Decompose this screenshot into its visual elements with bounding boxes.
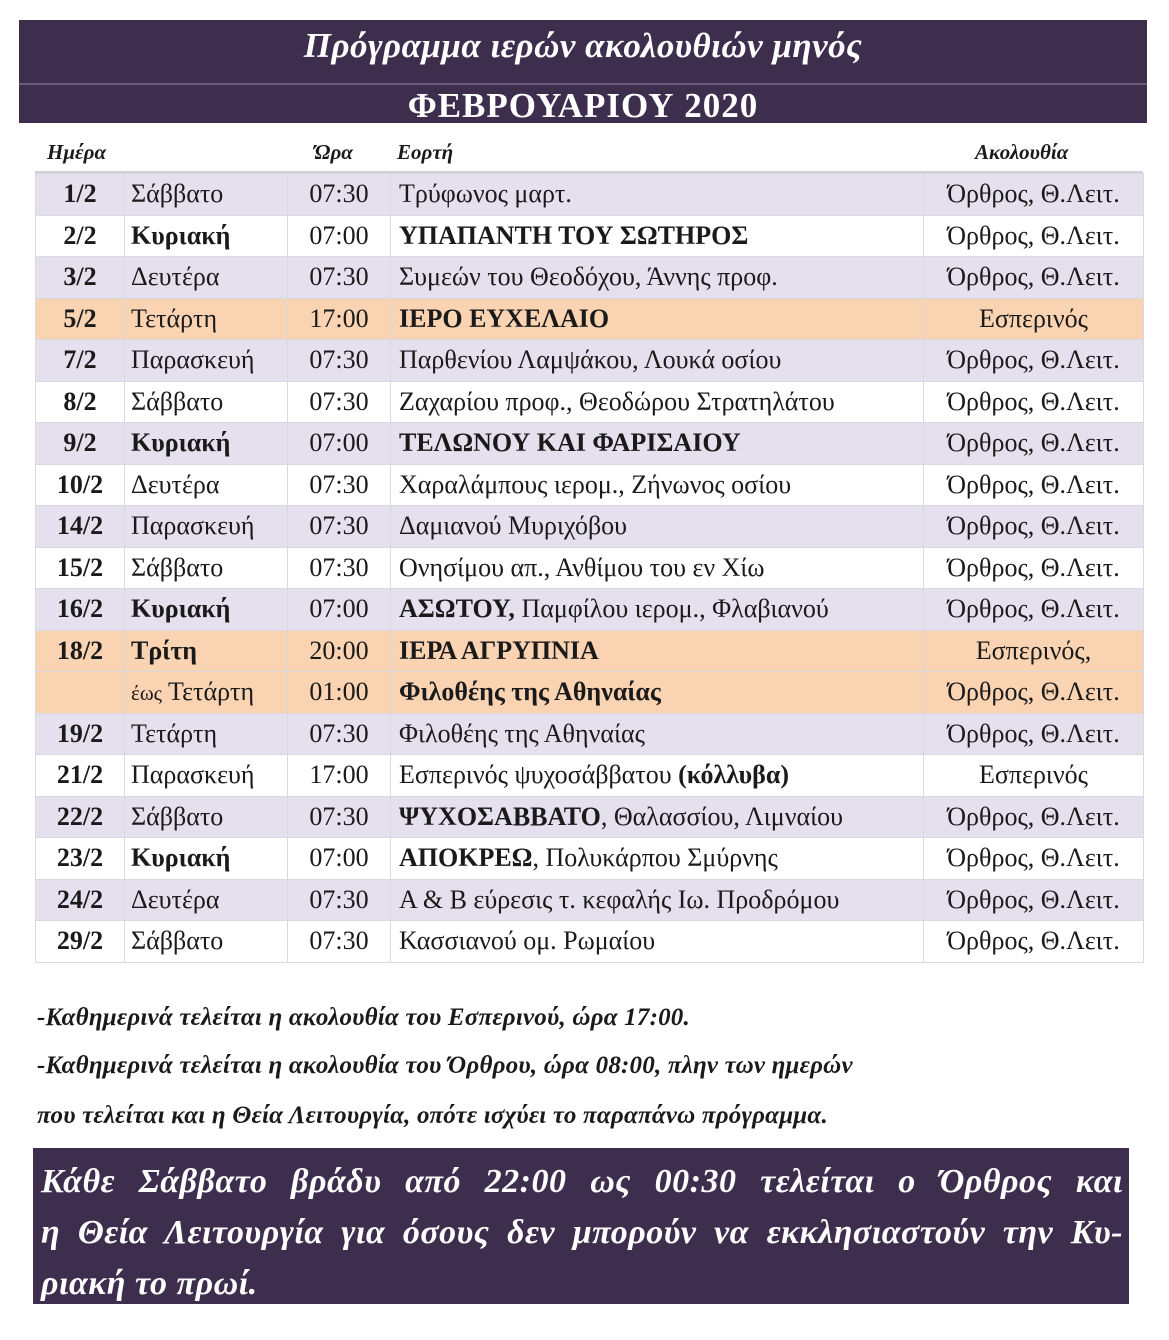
header-month: ΦΕΒΡΟΥΑΡΙΟΥ 2020 bbox=[407, 86, 759, 125]
feast-regular-part: Εσπερινός ψυχοσάββατου bbox=[399, 760, 679, 790]
row-day: Κυριακή bbox=[125, 589, 288, 631]
table-row bbox=[36, 506, 1144, 548]
row-day: Τετάρτη bbox=[125, 298, 288, 340]
column-header-time: Ώρα bbox=[314, 140, 353, 164]
row-service: Όρθρος, Θ.Λειτ. bbox=[924, 672, 1144, 714]
table-row bbox=[36, 672, 1144, 714]
notice-line: ριακή το πρωί. bbox=[41, 1265, 258, 1302]
row-day bbox=[125, 672, 288, 714]
saturday-night-notice bbox=[33, 1148, 1129, 1304]
table-row bbox=[36, 215, 1144, 257]
row-day: Σάββατο bbox=[125, 921, 288, 963]
row-service: Όρθρος, Θ.Λειτ. bbox=[924, 340, 1144, 382]
row-day: Σάββατο bbox=[125, 796, 288, 838]
row-service: Όρθρος, Θ.Λειτ. bbox=[924, 589, 1144, 631]
row-feast bbox=[391, 589, 924, 631]
row-service: Όρθρος, Θ.Λειτ. bbox=[924, 838, 1144, 880]
row-date: 19/2 bbox=[36, 713, 125, 755]
row-service: Όρθρος, Θ.Λειτ. bbox=[924, 713, 1144, 755]
row-date: 23/2 bbox=[36, 838, 125, 880]
table-row bbox=[36, 630, 1144, 672]
row-feast: Παρθενίου Λαμψάκου, Λουκά οσίου bbox=[391, 340, 924, 382]
column-header-service: Ακολουθία bbox=[975, 140, 1069, 164]
day-prefix: έως bbox=[131, 681, 162, 706]
row-date: 22/2 bbox=[36, 796, 125, 838]
row-time: 07:00 bbox=[288, 423, 391, 465]
notice-line: Κάθε Σάββατο βράδυ από 22:00 ως 00:30 τελείται ο Όρθρος και bbox=[41, 1163, 1123, 1200]
row-date: 24/2 bbox=[36, 879, 125, 921]
feast-bold-part: ΨΥΧΟΣΑΒΒΑΤΟ bbox=[399, 801, 601, 831]
table-row bbox=[36, 838, 1144, 880]
feast-regular-part: , Πολυκάρπου Σμύρνης bbox=[532, 843, 778, 873]
table-row bbox=[36, 755, 1144, 797]
row-service: Όρθρος, Θ.Λειτ. bbox=[924, 506, 1144, 548]
row-date: 10/2 bbox=[36, 464, 125, 506]
row-time: 07:30 bbox=[288, 340, 391, 382]
table-row bbox=[36, 921, 1144, 963]
row-feast: Δαμιανού Μυριχόβου bbox=[391, 506, 924, 548]
row-date: 16/2 bbox=[36, 589, 125, 631]
row-time: 07:30 bbox=[288, 381, 391, 423]
table-row bbox=[36, 257, 1144, 299]
header-title: Πρόγραμμα ιερών ακολουθιών μηνός bbox=[303, 26, 863, 65]
row-time: 07:30 bbox=[288, 174, 391, 216]
table-row bbox=[36, 713, 1144, 755]
row-feast: Κασσιανού ομ. Ρωμαίου bbox=[391, 921, 924, 963]
row-time: 07:30 bbox=[288, 796, 391, 838]
row-date: 5/2 bbox=[36, 298, 125, 340]
row-service: Όρθρος, Θ.Λειτ. bbox=[924, 257, 1144, 299]
row-time: 17:00 bbox=[288, 298, 391, 340]
row-day: Δευτέρα bbox=[125, 879, 288, 921]
table-row bbox=[36, 381, 1144, 423]
row-time: 07:00 bbox=[288, 215, 391, 257]
row-time: 07:30 bbox=[288, 547, 391, 589]
table-row bbox=[36, 589, 1144, 631]
row-feast: ΤΕΛΩΝΟΥ ΚΑΙ ΦΑΡΙΣΑΙΟΥ bbox=[391, 423, 924, 465]
table-row bbox=[36, 879, 1144, 921]
row-feast bbox=[391, 838, 924, 880]
row-feast: ΙΕΡΟ ΕΥΧΕΛΑΙΟ bbox=[391, 298, 924, 340]
row-day: Παρασκευή bbox=[125, 340, 288, 382]
row-day: Δευτέρα bbox=[125, 464, 288, 506]
row-day: Σάββατο bbox=[125, 381, 288, 423]
row-time: 01:00 bbox=[288, 672, 391, 714]
row-day: Δευτέρα bbox=[125, 257, 288, 299]
row-service: Εσπερινός bbox=[924, 755, 1144, 797]
row-day: Τρίτη bbox=[125, 630, 288, 672]
row-time: 07:30 bbox=[288, 713, 391, 755]
row-service: Εσπερινός bbox=[924, 298, 1144, 340]
column-header-feast: Εορτή bbox=[397, 140, 454, 164]
schedule-header bbox=[19, 20, 1147, 123]
row-feast: Συμεών του Θεοδόχου, Άννης προφ. bbox=[391, 257, 924, 299]
table-row bbox=[36, 547, 1144, 589]
row-time: 07:30 bbox=[288, 464, 391, 506]
table-row bbox=[36, 796, 1144, 838]
row-date: 29/2 bbox=[36, 921, 125, 963]
row-feast: Φιλοθέης της Αθηναίας bbox=[391, 713, 924, 755]
table-row bbox=[36, 340, 1144, 382]
feast-bold-part: ΑΣΩΤΟΥ, bbox=[399, 594, 515, 624]
row-date: 14/2 bbox=[36, 506, 125, 548]
row-day: Παρασκευή bbox=[125, 755, 288, 797]
row-service: Όρθρος, Θ.Λειτ. bbox=[924, 174, 1144, 216]
row-day: Παρασκευή bbox=[125, 506, 288, 548]
row-feast bbox=[391, 755, 924, 797]
row-date: 3/2 bbox=[36, 257, 125, 299]
row-date bbox=[36, 672, 125, 714]
row-date: 2/2 bbox=[36, 215, 125, 257]
row-date: 21/2 bbox=[36, 755, 125, 797]
feast-regular-part: , Θαλασσίου, Λιμναίου bbox=[600, 801, 843, 831]
row-time: 20:00 bbox=[288, 630, 391, 672]
row-service: Όρθρος, Θ.Λειτ. bbox=[924, 547, 1144, 589]
row-feast: Τρύφωνος μαρτ. bbox=[391, 174, 924, 216]
row-date: 18/2 bbox=[36, 630, 125, 672]
row-time: 07:30 bbox=[288, 257, 391, 299]
row-time: 07:00 bbox=[288, 589, 391, 631]
day-name: Τετάρτη bbox=[161, 677, 255, 707]
row-feast: Ζαχαρίου προφ., Θεοδώρου Στρατηλάτου bbox=[391, 381, 924, 423]
row-feast: Ονησίμου απ., Ανθίμου του εν Χίω bbox=[391, 547, 924, 589]
feast-bold-part: (κόλλυβα) bbox=[678, 760, 790, 790]
row-date: 8/2 bbox=[36, 381, 125, 423]
row-feast: ΙΕΡΑ ΑΓΡΥΠΝΙΑ bbox=[391, 630, 924, 672]
row-service: Όρθρος, Θ.Λειτ. bbox=[924, 381, 1144, 423]
row-time: 07:30 bbox=[288, 921, 391, 963]
row-day: Κυριακή bbox=[125, 423, 288, 465]
feast-regular-part: Παμφίλου ιερομ., Φλαβιανού bbox=[514, 594, 829, 624]
table-row bbox=[36, 174, 1144, 216]
schedule-table bbox=[35, 173, 1144, 963]
row-service: Όρθρος, Θ.Λειτ. bbox=[924, 796, 1144, 838]
row-feast: Α & Β εύρεσις τ. κεφαλής Ιω. Προδρόμου bbox=[391, 879, 924, 921]
row-service: Όρθρος, Θ.Λειτ. bbox=[924, 423, 1144, 465]
row-time: 17:00 bbox=[288, 755, 391, 797]
row-date: 7/2 bbox=[36, 340, 125, 382]
row-feast: ΥΠΑΠΑΝΤΗ ΤΟΥ ΣΩΤΗΡΟΣ bbox=[391, 215, 924, 257]
row-feast bbox=[391, 796, 924, 838]
notice-line: η Θεία Λειτουργία για όσους δεν μπορούν να εκκλησιαστούν την Κυ- bbox=[41, 1214, 1123, 1251]
note-vespers: -Καθημερινά τελείται η ακολουθία του Εσπερινού, ώρα 17:00. bbox=[37, 1004, 690, 1031]
row-service: Όρθρος, Θ.Λειτ. bbox=[924, 464, 1144, 506]
row-time: 07:30 bbox=[288, 506, 391, 548]
note-orthros-cont: που τελείται και η Θεία Λειτουργία, οπότε ισχύει το παραπάνω πρόγραμμα. bbox=[37, 1102, 828, 1129]
row-feast: Φιλοθέης της Αθηναίας bbox=[391, 672, 924, 714]
row-time: 07:00 bbox=[288, 838, 391, 880]
column-header-day: Ημέρα bbox=[47, 140, 107, 164]
row-time: 07:30 bbox=[288, 879, 391, 921]
row-day: Κυριακή bbox=[125, 838, 288, 880]
table-row bbox=[36, 298, 1144, 340]
row-day: Τετάρτη bbox=[125, 713, 288, 755]
feast-bold-part: ΑΠΟΚΡΕΩ bbox=[399, 843, 533, 873]
row-date: 15/2 bbox=[36, 547, 125, 589]
header-divider bbox=[19, 83, 1147, 85]
row-service: Όρθρος, Θ.Λειτ. bbox=[924, 879, 1144, 921]
row-date: 1/2 bbox=[36, 174, 125, 216]
row-feast: Χαραλάμπους ιερομ., Ζήνωνος οσίου bbox=[391, 464, 924, 506]
row-service: Όρθρος, Θ.Λειτ. bbox=[924, 215, 1144, 257]
row-day: Σάββατο bbox=[125, 547, 288, 589]
note-orthros: -Καθημερινά τελείται η ακολουθία του Όρθρου, ώρα 08:00, πλην των ημερών bbox=[37, 1052, 853, 1079]
table-row bbox=[36, 464, 1144, 506]
row-service: Όρθρος, Θ.Λειτ. bbox=[924, 921, 1144, 963]
table-row bbox=[36, 423, 1144, 465]
row-service: Εσπερινός, bbox=[924, 630, 1144, 672]
row-day: Κυριακή bbox=[125, 215, 288, 257]
row-day: Σάββατο bbox=[125, 174, 288, 216]
row-date: 9/2 bbox=[36, 423, 125, 465]
